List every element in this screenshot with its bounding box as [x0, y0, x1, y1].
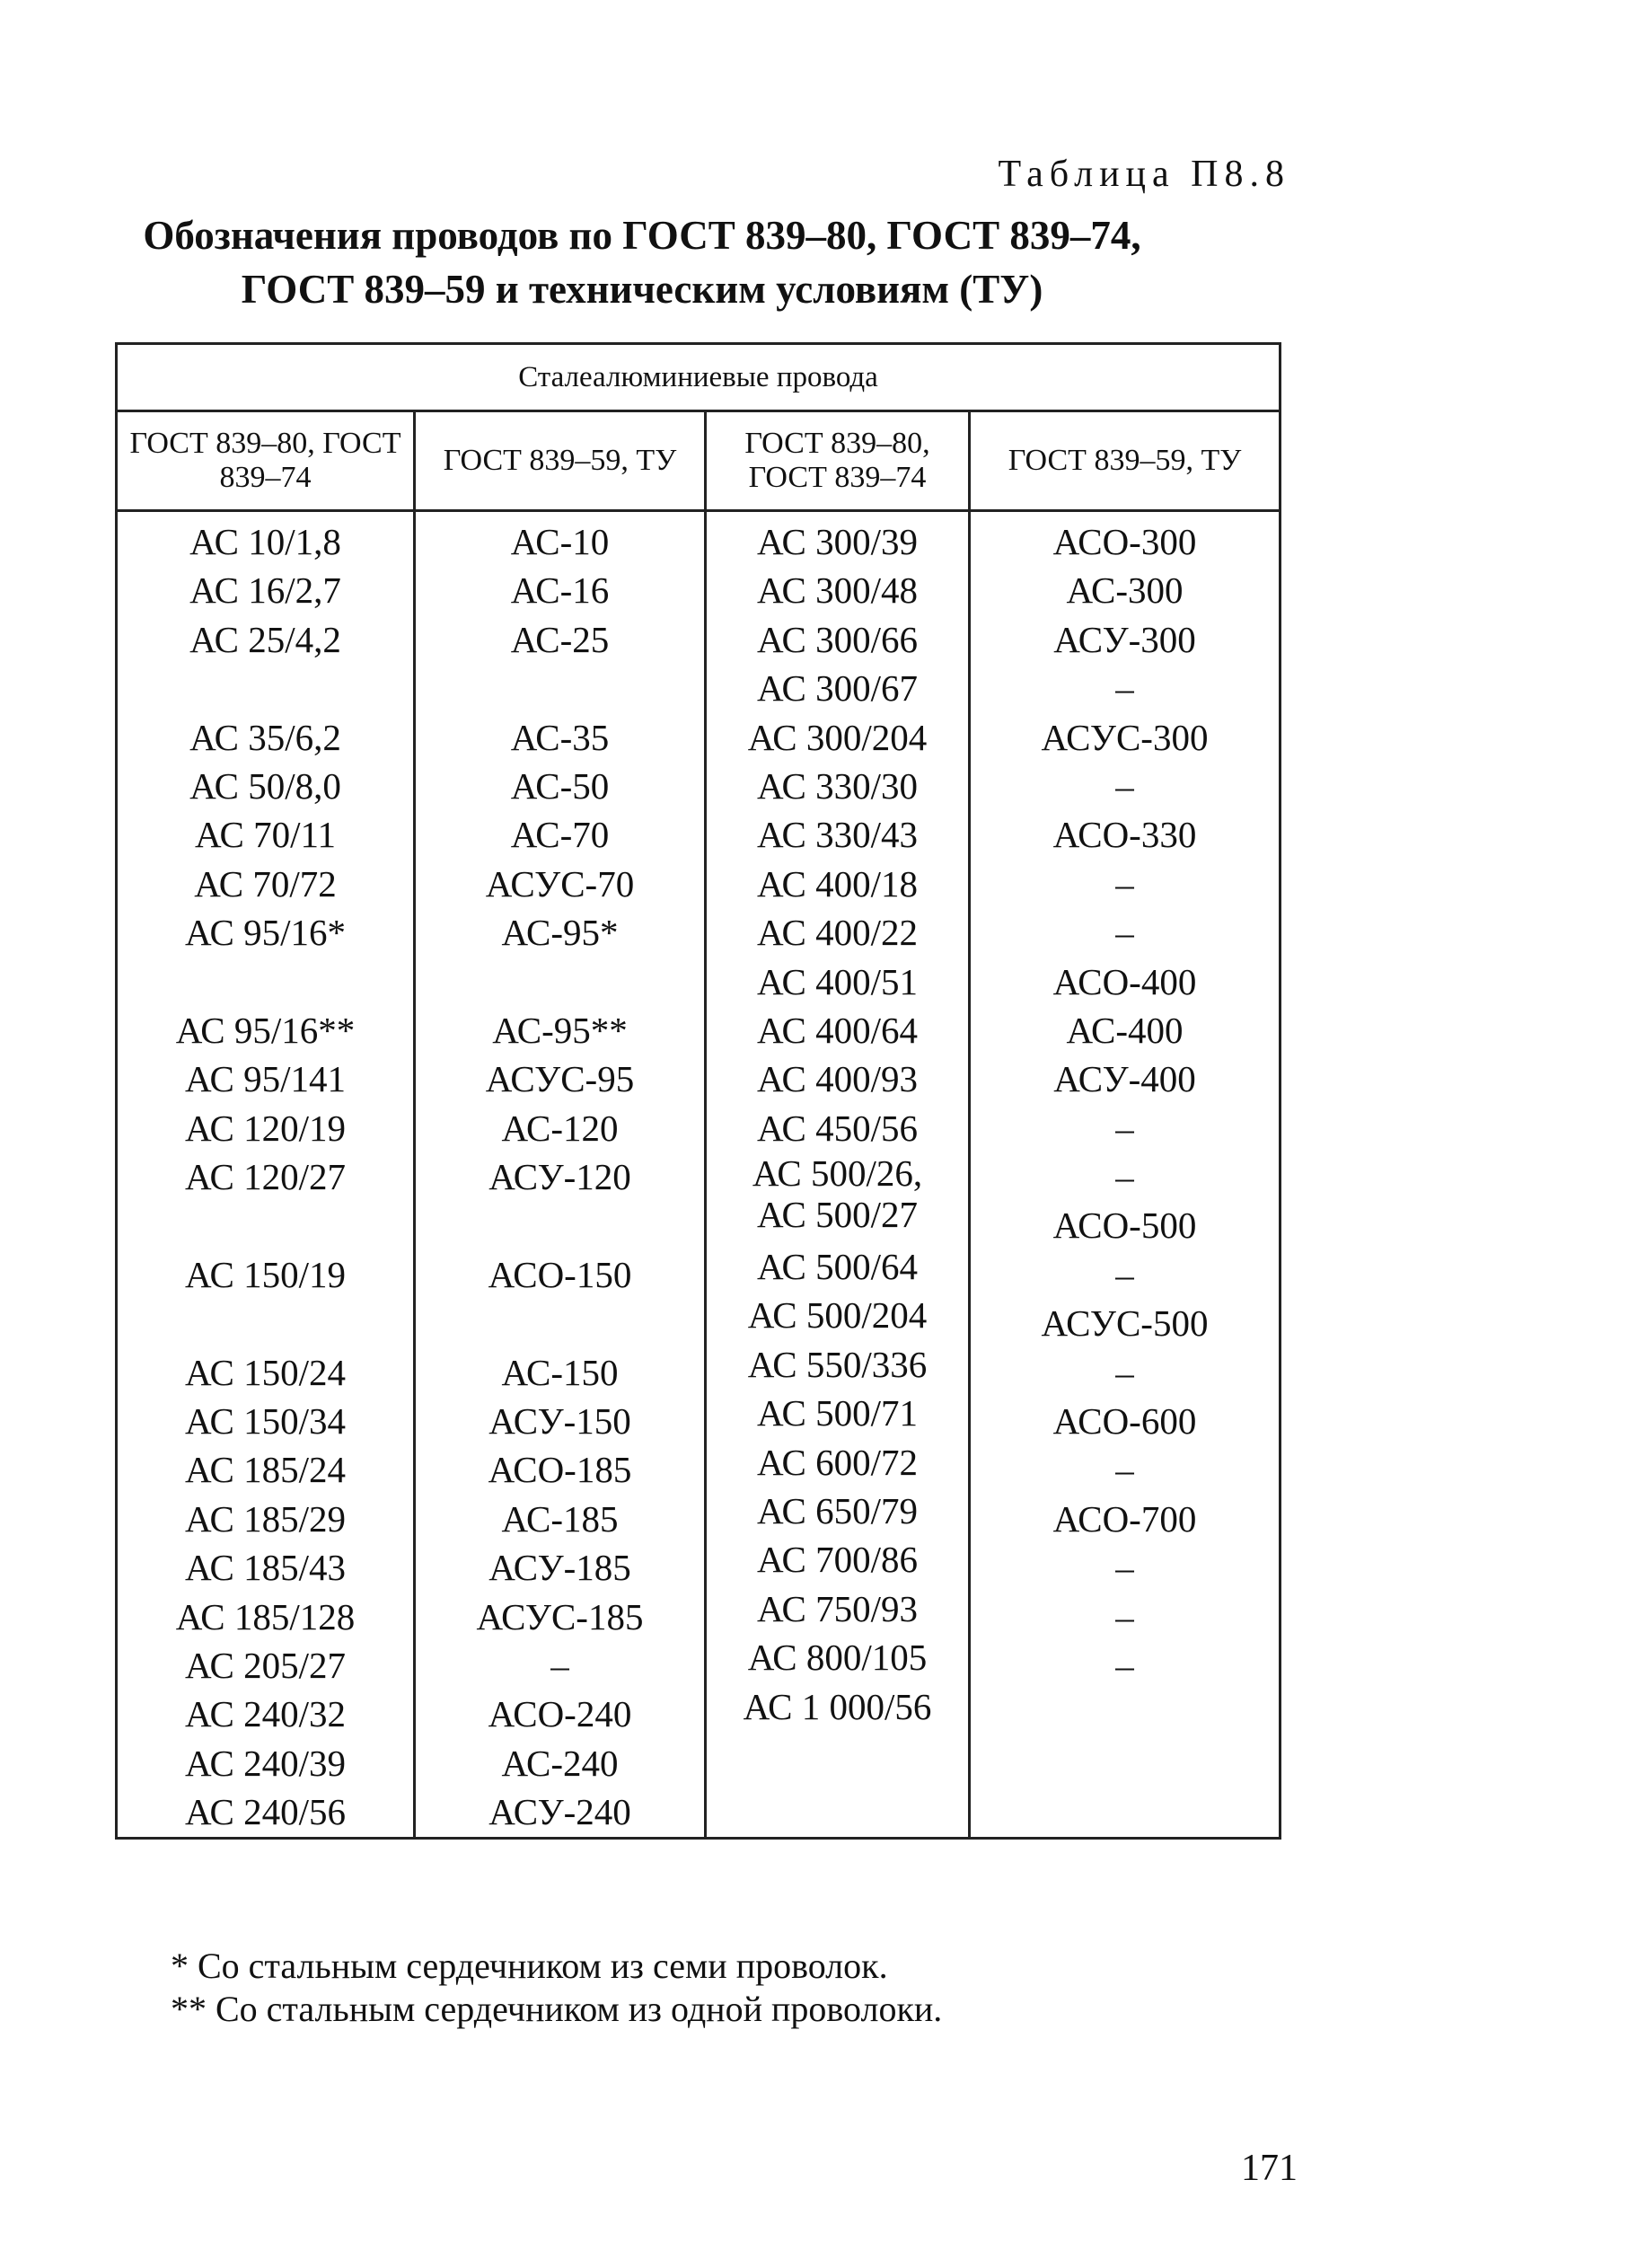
- footnotes: [171, 1945, 942, 2031]
- table-cell: –: [1115, 1156, 1134, 1198]
- table-cell: АСУС-185: [476, 1595, 644, 1637]
- table-cell: [416, 958, 704, 1006]
- footnote: * Со стальным сердечником из семи проволок.: [171, 1946, 888, 1986]
- table-cell: АС 330/43: [756, 814, 919, 856]
- table-cell: АС 550/336: [747, 1343, 928, 1385]
- table-cell: АС 650/79: [756, 1490, 919, 1532]
- table-cell: АСО-500: [1052, 1205, 1197, 1247]
- column-header: ГОСТ 839–59, ТУ: [415, 411, 706, 511]
- table-cell: АС 95/16**: [175, 1009, 356, 1051]
- table-cell: [416, 664, 704, 712]
- table-title: [135, 208, 1149, 316]
- table-cell: АС 500/204: [747, 1294, 928, 1337]
- table-cell: –: [1115, 1644, 1134, 1686]
- table-cell: АС 95/16*: [184, 912, 347, 954]
- table-cell: АС 70/72: [194, 862, 337, 905]
- column-gost-839-80-left: [117, 511, 415, 1839]
- table-cell: АС 95/141: [184, 1058, 347, 1100]
- table-cell: АС-185: [501, 1497, 619, 1540]
- table-cell: АС 185/43: [184, 1547, 347, 1589]
- table-cell: АСУС-300: [1041, 716, 1209, 758]
- table-caption: Сталеалюминиевые провода: [117, 344, 1281, 411]
- table-cell: АС 300/39: [756, 521, 919, 562]
- table-label: Таблица П8.8: [998, 154, 1290, 195]
- table-cell: АС 150/34: [184, 1400, 347, 1443]
- page-number: 171: [1241, 2148, 1298, 2189]
- table-cell: АС 750/93: [756, 1587, 919, 1629]
- column-header: ГОСТ 839–80, ГОСТ 839–74: [117, 411, 415, 511]
- table-cell: АС 800/105: [747, 1637, 928, 1679]
- column-header: ГОСТ 839–59, ТУ: [970, 411, 1281, 511]
- table-cell: АС 120/27: [184, 1156, 347, 1198]
- table-cell: АС-95**: [492, 1009, 628, 1051]
- table-cell: АС 330/30: [756, 764, 919, 807]
- table-cell: –: [1115, 1449, 1134, 1491]
- table-cell: АС 450/56: [756, 1107, 919, 1149]
- table-cell: –: [550, 1644, 569, 1686]
- table-cell: АС 700/86: [756, 1539, 919, 1581]
- table-cell: –: [1115, 912, 1134, 954]
- table-cell: АСО-300: [1052, 521, 1197, 562]
- table-cell: –: [1115, 1107, 1134, 1149]
- table-cell: –: [1115, 1547, 1134, 1589]
- table-cell: АС-25: [510, 618, 610, 660]
- table-cell: АС-70: [510, 814, 610, 856]
- column-gost-839-59-right: [970, 511, 1281, 1839]
- table-cell: АСУ-400: [1053, 1058, 1196, 1100]
- table-cell: АС 300/48: [756, 569, 919, 612]
- table-cell: АС 400/64: [756, 1009, 919, 1051]
- footnote: ** Со стальным сердечником из одной проволоки.: [171, 1989, 943, 2029]
- table-cell: АС 400/51: [756, 960, 919, 1002]
- table-cell: [416, 1299, 704, 1347]
- table-cell: [118, 1299, 413, 1347]
- table-cell: АС 205/27: [184, 1644, 347, 1686]
- table-cell: АС 25/4,2: [189, 618, 341, 660]
- wire-designation-table: [115, 342, 1281, 1840]
- table-cell: –: [1115, 667, 1134, 710]
- table-cell: АС 150/24: [184, 1351, 347, 1393]
- table-cell: АС 300/66: [756, 618, 919, 660]
- table-cell: АС 240/39: [184, 1742, 347, 1784]
- table-cell: АСУ-240: [488, 1791, 631, 1833]
- table-cell: АС 300/67: [756, 667, 919, 710]
- table-cell: АСО-400: [1052, 960, 1197, 1002]
- table-cell: АС 300/204: [747, 716, 928, 758]
- table-cell: АС 150/19: [184, 1253, 347, 1295]
- table-cell: АС 10/1,8: [189, 521, 341, 562]
- table-cell: АСУС-95: [485, 1058, 635, 1100]
- table-cell: АС 240/56: [184, 1791, 347, 1833]
- column-gost-839-80-right: [706, 511, 970, 1839]
- table-cell: АС 185/128: [175, 1595, 356, 1637]
- table-cell: АС 240/32: [184, 1693, 347, 1735]
- table-cell: –: [1115, 862, 1134, 905]
- table-cell: АС-300: [1066, 569, 1184, 612]
- table-cell: АСУ-185: [488, 1547, 631, 1589]
- table-cell: АСО-150: [488, 1253, 632, 1295]
- table-cell: АСУС-70: [485, 862, 635, 905]
- table-cell: АС 600/72: [756, 1441, 919, 1483]
- table-cell: АСУ-300: [1053, 618, 1196, 660]
- table-cell: АС 400/93: [756, 1058, 919, 1100]
- table-cell: –: [1115, 764, 1134, 807]
- table-cell: АС-16: [510, 569, 610, 612]
- table-cell: АСО-600: [1052, 1400, 1197, 1443]
- table-cell: АС 185/24: [184, 1449, 347, 1491]
- table-cell: АС-240: [501, 1742, 619, 1784]
- table-cell: АС 185/29: [184, 1497, 347, 1540]
- table-cell: АС-10: [510, 521, 610, 562]
- table-cell: [118, 664, 413, 712]
- table-cell: АС 500/26, АС 500/27: [752, 1152, 923, 1236]
- table-cell: АС 35/6,2: [189, 716, 341, 758]
- table-cell: АСО-185: [488, 1449, 632, 1491]
- table-cell: –: [1115, 1595, 1134, 1637]
- table-cell: АСУ-150: [488, 1400, 631, 1443]
- table-cell: –: [1115, 1351, 1134, 1393]
- table-cell: АС 50/8,0: [189, 764, 341, 807]
- table-cell: АС-50: [510, 764, 610, 807]
- table-cell: АСО-330: [1052, 814, 1197, 856]
- table-cell: АС 400/18: [756, 862, 919, 905]
- table-cell: АС-150: [501, 1351, 619, 1393]
- table-cell: АС 500/64: [756, 1246, 919, 1288]
- table-cell: [118, 1201, 413, 1249]
- table-cell: АС 400/22: [756, 912, 919, 954]
- title-line: ГОСТ 839–59 и техническим условиям (ТУ): [241, 267, 1043, 312]
- table-cell: АС 16/2,7: [189, 569, 341, 612]
- table-cell: АС 120/19: [184, 1107, 347, 1149]
- table-cell: АСО-240: [488, 1693, 632, 1735]
- table-cell: АС 1 000/56: [743, 1685, 932, 1727]
- table-cell: –: [1115, 1253, 1134, 1295]
- table-cell: АС 70/11: [194, 814, 337, 856]
- table-cell: АС-35: [510, 716, 610, 758]
- table-cell: АСУ-120: [488, 1156, 631, 1198]
- table-cell: АС 500/71: [756, 1392, 919, 1434]
- table-cell: АС-400: [1066, 1009, 1184, 1051]
- table-cell: [416, 1201, 704, 1249]
- title-line: Обозначения проводов по ГОСТ 839–80, ГОСТ 839–74,: [143, 213, 1141, 258]
- table-cell: АС-120: [501, 1107, 619, 1149]
- column-gost-839-59-left: [415, 511, 706, 1839]
- table-cell: АС-95*: [501, 912, 619, 954]
- column-header: ГОСТ 839–80, ГОСТ 839–74: [706, 411, 970, 511]
- table-cell: [118, 958, 413, 1006]
- table-cell: АСО-700: [1052, 1497, 1197, 1540]
- table-cell: АСУС-500: [1041, 1302, 1209, 1345]
